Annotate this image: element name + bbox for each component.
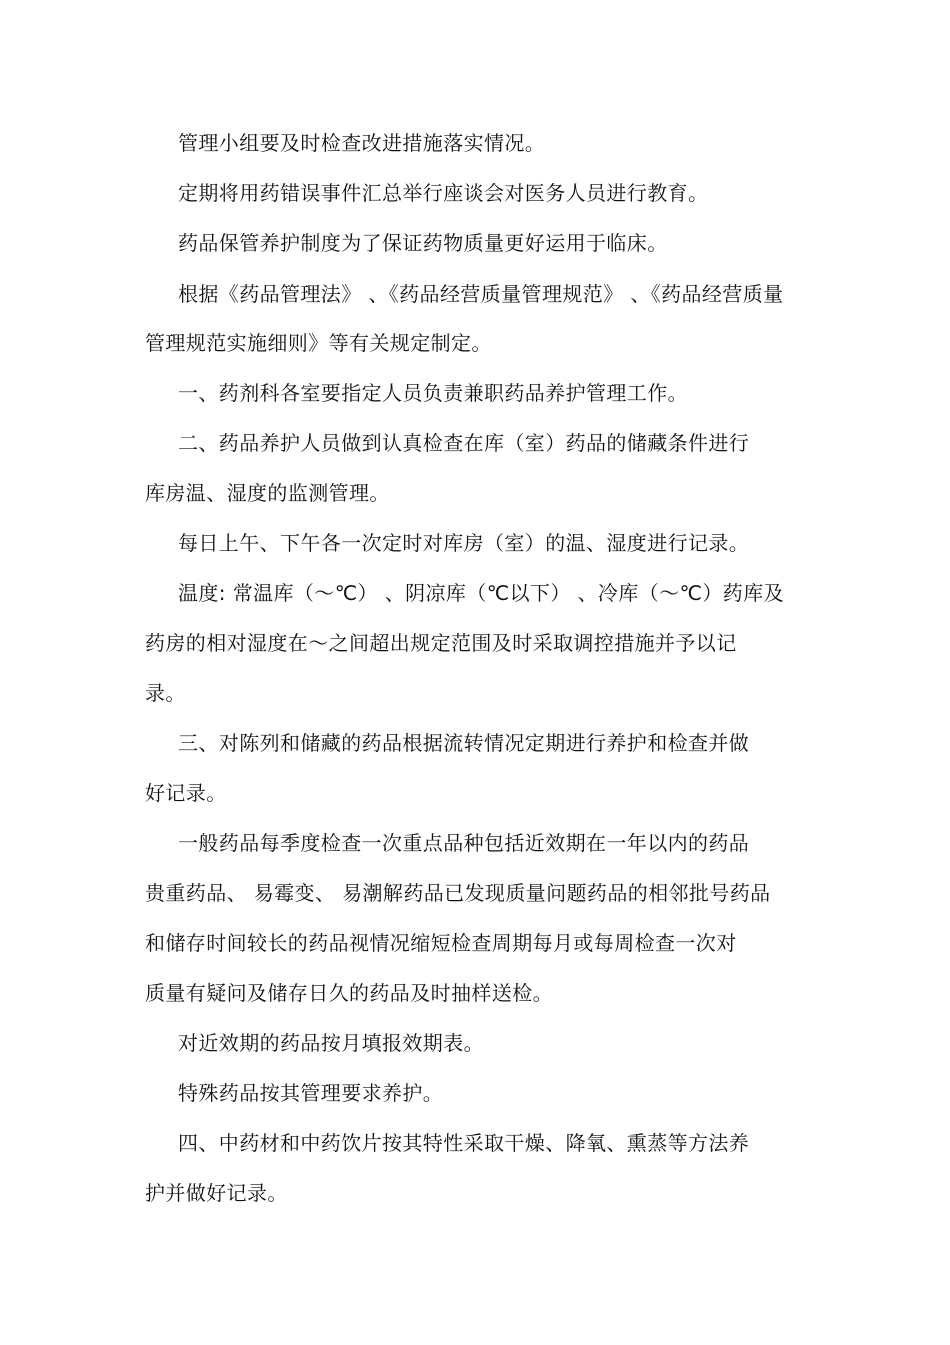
paragraph-line: 三、对陈列和储藏的药品根据流转情况定期进行养护和检查并做 <box>178 731 750 755</box>
paragraph-line: 护并做好记录。 <box>145 1181 288 1205</box>
paragraph-line: 录。 <box>145 681 186 705</box>
paragraph-line: 四、中药材和中药饮片按其特性采取干燥、降氧、熏蒸等方法养 <box>178 1131 750 1155</box>
paragraph-line: 对近效期的药品按月填报效期表。 <box>178 1031 484 1055</box>
paragraph-line: 每日上午、下午各一次定时对库房（室）的温、湿度进行记录。 <box>178 531 750 555</box>
paragraph-line: 库房温、湿度的监测管理。 <box>145 481 390 505</box>
paragraph-line: 特殊药品按其管理要求养护。 <box>178 1081 444 1105</box>
paragraph-line: 一般药品每季度检查一次重点品种包括近效期在一年以内的药品 <box>178 831 750 855</box>
paragraph-line: 根据《药品管理法》 、《药品经营质量管理规范》 、《药品经营质量 <box>178 282 784 306</box>
paragraph-line: 好记录。 <box>145 781 227 805</box>
paragraph-line: 和储存时间较长的药品视情况缩短检查周期每月或每周检查一次对 <box>145 931 737 955</box>
paragraph-line: 贵重药品、 易霉变、 易潮解药品已发现质量问题药品的相邻批号药品 <box>145 881 771 905</box>
paragraph-line: 药品保管养护制度为了保证药物质量更好运用于临床。 <box>178 231 668 255</box>
paragraph-line: 药房的相对湿度在～之间超出规定范围及时采取调控措施并予以记 <box>145 631 737 655</box>
paragraph-line: 质量有疑问及储存日久的药品及时抽样送检。 <box>145 981 553 1005</box>
paragraph-line: 一、药剂科各室要指定人员负责兼职药品养护管理工作。 <box>178 381 688 405</box>
paragraph-line: 管理规范实施细则》等有关规定制定。 <box>145 331 492 355</box>
paragraph-line: 管理小组要及时检查改进措施落实情况。 <box>178 131 546 155</box>
paragraph-line: 二、药品养护人员做到认真检查在库（室）药品的储藏条件进行 <box>178 431 750 455</box>
paragraph-line: 温度: 常温库（～℃） 、阴凉库（℃以下） 、冷库（～℃）药库及 <box>178 581 784 605</box>
paragraph-line: 定期将用药错误事件汇总举行座谈会对医务人员进行教育。 <box>178 181 709 205</box>
